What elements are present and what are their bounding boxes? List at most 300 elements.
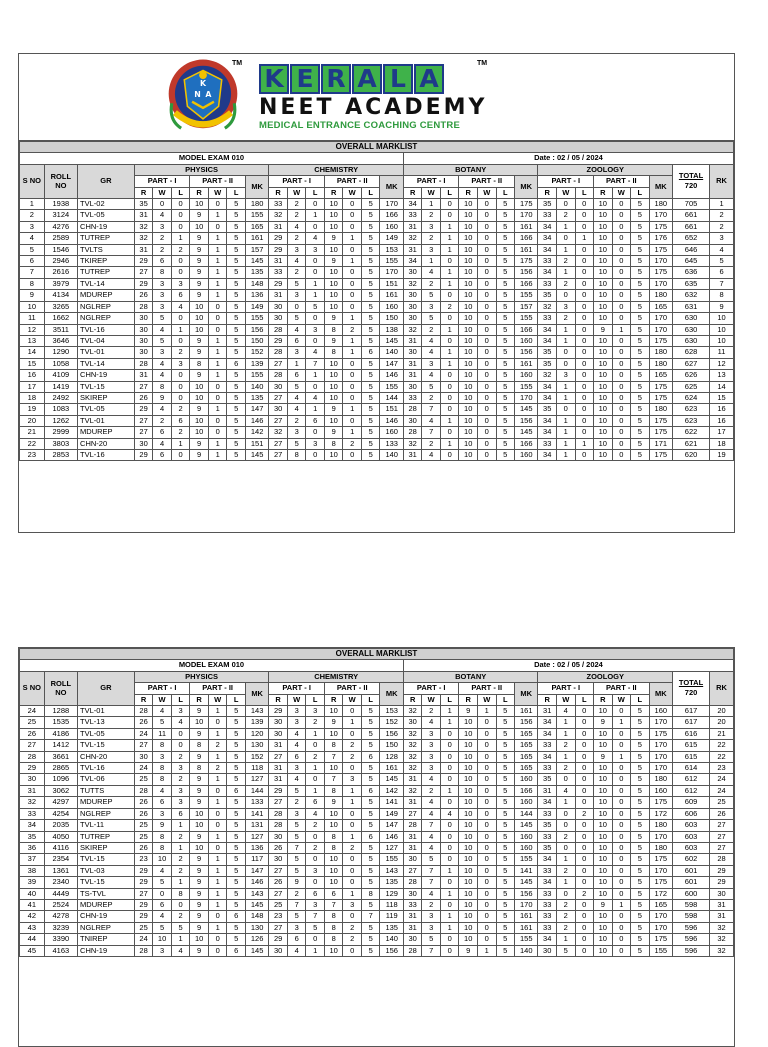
part-1-header: PART - I (134, 683, 190, 694)
table-cell: 135 (245, 267, 268, 278)
table-cell: 9 (190, 785, 209, 796)
table-cell: 2 (171, 244, 190, 255)
table-cell: 1 (575, 438, 594, 449)
table-cell: 3 (422, 740, 441, 751)
table-cell: 5 (361, 256, 380, 267)
table-cell: 5 (361, 210, 380, 221)
table-cell: 8 (153, 831, 172, 842)
table-cell: TVL-05 (78, 404, 135, 415)
table-cell: 32 (269, 427, 288, 438)
table-cell: 4 (556, 706, 575, 717)
table-cell: 1 (440, 324, 459, 335)
table-cell: 10 (324, 706, 343, 717)
table-cell: 165 (515, 763, 538, 774)
table-cell: 4 (153, 358, 172, 369)
table-cell: 5 (361, 728, 380, 739)
table-cell: 4163 (44, 945, 77, 956)
table-cell: 2 (556, 278, 575, 289)
table-cell: 5 (422, 934, 441, 945)
table-cell: 0 (575, 358, 594, 369)
table-cell: 9 (190, 233, 209, 244)
col-header-roll: ROLL NO (44, 164, 77, 198)
table-cell: 140 (515, 945, 538, 956)
table-cell: 8 (153, 740, 172, 751)
table-cell: 3 (556, 301, 575, 312)
table-cell: 146 (245, 415, 268, 426)
table-cell: 2 (287, 797, 306, 808)
table-cell: 150 (380, 313, 403, 324)
table-cell: 0 (612, 808, 631, 819)
table-cell: 0 (343, 221, 362, 232)
table-cell: 180 (649, 842, 672, 853)
table-cell: 0 (575, 797, 594, 808)
table-cell: 3 (343, 899, 362, 910)
table-cell: 24 (710, 774, 734, 785)
table-cell: 38 (20, 865, 45, 876)
table-row (20, 763, 734, 774)
table-cell: 6 (171, 808, 190, 819)
table-cell: 10 (324, 381, 343, 392)
table-cell: 10 (594, 278, 613, 289)
table-row (20, 865, 734, 876)
table-cell: 0 (575, 415, 594, 426)
table-cell: 0 (477, 267, 496, 278)
table-cell: TVL-14 (78, 278, 135, 289)
table-cell: 156 (515, 717, 538, 728)
table-cell: 10 (190, 842, 209, 853)
table-cell: 612 (673, 785, 710, 796)
table-cell: 3239 (44, 922, 77, 933)
table-cell: 0 (575, 267, 594, 278)
table-cell: 2 (422, 233, 441, 244)
table-cell: 0 (440, 842, 459, 853)
table-row (20, 221, 734, 232)
table-cell: TVL-14 (78, 358, 135, 369)
table-cell: 0 (171, 335, 190, 346)
table-cell: 30 (134, 313, 153, 324)
table-cell: 5 (496, 210, 515, 221)
table-cell: 10 (190, 427, 209, 438)
table-cell: 4 (306, 392, 325, 403)
table-cell: 175 (515, 256, 538, 267)
table-cell: TVL-16 (78, 324, 135, 335)
table-cell: 33 (403, 392, 422, 403)
academy-header (19, 54, 734, 141)
table-cell: 10 (459, 415, 478, 426)
table-cell: 150 (380, 740, 403, 751)
table-cell: 10 (594, 381, 613, 392)
table-cell: 7 (287, 899, 306, 910)
table-cell: 5 (496, 415, 515, 426)
table-cell: 10 (459, 774, 478, 785)
table-cell: 3 (153, 945, 172, 956)
table-cell: 170 (649, 256, 672, 267)
table-row (20, 808, 734, 819)
table-cell: 0 (556, 842, 575, 853)
table-cell: 0 (612, 381, 631, 392)
table-cell: 10 (594, 335, 613, 346)
table-cell: 0 (477, 199, 496, 210)
table-cell: 4 (287, 324, 306, 335)
table-cell: 0 (477, 751, 496, 762)
table-cell: 133 (245, 797, 268, 808)
table-cell: 3661 (44, 751, 77, 762)
rwl-header: R (403, 694, 422, 705)
table-cell: 0 (612, 221, 631, 232)
subject-header: ZOOLOGY (538, 671, 673, 682)
table-cell: 1361 (44, 865, 77, 876)
table-cell: 0 (171, 392, 190, 403)
exam-name: MODEL EXAM 010 (20, 660, 404, 671)
table-cell: 10 (594, 854, 613, 865)
rwl-header: R (324, 187, 343, 198)
table-cell: 170 (649, 922, 672, 933)
table-cell: 8 (153, 381, 172, 392)
table-cell: SKIREP (78, 842, 135, 853)
table-cell: 1 (208, 404, 227, 415)
table-cell: 3 (556, 370, 575, 381)
rwl-header: W (208, 187, 227, 198)
table-cell: 0 (171, 256, 190, 267)
table-cell: 1 (710, 199, 734, 210)
table-cell: 33 (538, 313, 557, 324)
table-cell: 1 (208, 706, 227, 717)
table-cell: 5 (361, 865, 380, 876)
table-cell: 28 (269, 324, 288, 335)
table-row (20, 717, 734, 728)
table-cell: 3 (287, 717, 306, 728)
table-cell: 0 (477, 911, 496, 922)
rwl-header: L (631, 187, 650, 198)
rwl-header: L (440, 187, 459, 198)
table-cell: 161 (380, 290, 403, 301)
table-cell: 8 (153, 267, 172, 278)
table-cell: 9 (190, 797, 209, 808)
table-cell: 10 (594, 888, 613, 899)
table-cell: 9 (153, 820, 172, 831)
table-cell: 0 (612, 427, 631, 438)
table-cell: 4 (153, 404, 172, 415)
table-cell: 156 (515, 347, 538, 358)
table-cell: 0 (306, 313, 325, 324)
table-cell: 27 (269, 797, 288, 808)
part-2-header: PART - II (594, 176, 650, 187)
table-cell: 34 (538, 797, 557, 808)
table-cell: NGLREP (78, 808, 135, 819)
table-cell: 5 (496, 820, 515, 831)
table-cell: 0 (477, 347, 496, 358)
table-cell: 24 (134, 728, 153, 739)
table-cell: 5 (227, 392, 246, 403)
table-cell: 10 (459, 358, 478, 369)
table-cell: 9 (153, 392, 172, 403)
table-cell: 0 (306, 774, 325, 785)
table-cell: 148 (245, 911, 268, 922)
table-cell: 10 (459, 865, 478, 876)
table-cell: 2 (306, 717, 325, 728)
table-cell: 138 (380, 324, 403, 335)
table-cell: 0 (440, 740, 459, 751)
table-row (20, 751, 734, 762)
table-cell: 9 (190, 278, 209, 289)
table-cell: 5 (496, 877, 515, 888)
table-cell: 2865 (44, 763, 77, 774)
table-cell: 10 (594, 911, 613, 922)
table-cell: 118 (380, 899, 403, 910)
table-cell: 23 (710, 763, 734, 774)
table-cell: 10 (710, 324, 734, 335)
table-cell: 1 (208, 831, 227, 842)
rwl-header: R (459, 187, 478, 198)
table-cell: 32 (403, 751, 422, 762)
table-cell: 630 (673, 335, 710, 346)
table-cell: 1 (306, 210, 325, 221)
table-cell: 9 (594, 324, 613, 335)
rwl-header: W (287, 187, 306, 198)
table-cell: 2 (153, 233, 172, 244)
table-cell: 0 (477, 922, 496, 933)
table-row (20, 427, 734, 438)
table-row (20, 244, 734, 255)
table-cell: 0 (343, 244, 362, 255)
table-cell: 33 (269, 267, 288, 278)
table-cell: 10 (594, 785, 613, 796)
table-cell: CHN-19 (78, 911, 135, 922)
table-cell: 2 (556, 831, 575, 842)
table-cell: 0 (575, 865, 594, 876)
table-row (20, 888, 734, 899)
table-cell: TVL-04 (78, 335, 135, 346)
table-cell: 30 (403, 347, 422, 358)
table-cell: 7 (422, 865, 441, 876)
rwl-header: R (459, 694, 478, 705)
table-cell: 6 (361, 347, 380, 358)
table-cell: 10 (594, 438, 613, 449)
table-cell: 1662 (44, 313, 77, 324)
table-cell: 1 (440, 911, 459, 922)
table-cell: 10 (459, 267, 478, 278)
table-cell: 0 (343, 808, 362, 819)
table-cell: 10 (324, 392, 343, 403)
table-cell: 11 (20, 313, 45, 324)
table-cell: 0 (477, 899, 496, 910)
table-cell: 144 (245, 785, 268, 796)
table-cell: 5 (631, 370, 650, 381)
table-cell: 147 (380, 358, 403, 369)
table-cell: 10 (459, 922, 478, 933)
table-cell: 0 (477, 797, 496, 808)
table-cell: 35 (538, 404, 557, 415)
table-cell: 32 (403, 763, 422, 774)
table-cell: 4 (153, 865, 172, 876)
table-cell: 646 (673, 244, 710, 255)
table-cell: 10 (459, 717, 478, 728)
table-cell: 5 (361, 290, 380, 301)
table-cell: 10 (459, 347, 478, 358)
table-cell: 30 (403, 267, 422, 278)
table-cell: 0 (440, 199, 459, 210)
table-row (20, 911, 734, 922)
table-cell: 0 (440, 763, 459, 774)
table-cell: 5 (496, 335, 515, 346)
table-cell: 0 (477, 438, 496, 449)
table-cell: 10 (459, 785, 478, 796)
table-cell: 9 (190, 888, 209, 899)
table-cell: 5 (631, 706, 650, 717)
table-cell: 0 (575, 842, 594, 853)
table-cell: 5 (361, 877, 380, 888)
table-cell: 35 (134, 199, 153, 210)
table-cell: 1 (556, 221, 575, 232)
table-cell: 2 (710, 221, 734, 232)
table-cell: 5 (422, 290, 441, 301)
table-cell: 2 (343, 934, 362, 945)
table-cell: 3 (422, 221, 441, 232)
table-cell: 4 (20, 233, 45, 244)
table-cell: 4 (422, 415, 441, 426)
table-cell: 34 (538, 415, 557, 426)
table-cell: 1 (343, 404, 362, 415)
table-cell: 27 (710, 820, 734, 831)
table-cell: 1 (208, 267, 227, 278)
table-cell: 147 (380, 820, 403, 831)
table-cell: 3803 (44, 438, 77, 449)
table-cell: 0 (343, 370, 362, 381)
table-cell: 33 (20, 808, 45, 819)
rwl-header: L (496, 694, 515, 705)
table-cell: 26 (134, 717, 153, 728)
table-cell: 5 (631, 877, 650, 888)
table-cell: 6 (153, 797, 172, 808)
table-cell: 614 (673, 763, 710, 774)
table-cell: 3 (171, 763, 190, 774)
table-cell: 0 (477, 313, 496, 324)
table-row (20, 313, 734, 324)
table-cell: 10 (594, 244, 613, 255)
table-cell: 1 (556, 854, 575, 865)
table-cell: 5 (227, 244, 246, 255)
table-cell: 33 (538, 888, 557, 899)
table-cell: 0 (477, 865, 496, 876)
table-cell: 4 (153, 324, 172, 335)
table-cell: 0 (306, 449, 325, 460)
table-cell: 10 (594, 427, 613, 438)
table-cell: 10 (594, 370, 613, 381)
table-cell: 1290 (44, 347, 77, 358)
table-cell: 34 (538, 717, 557, 728)
table-cell: 30 (269, 854, 288, 865)
table-cell: 1 (208, 854, 227, 865)
table-cell: 5 (227, 404, 246, 415)
table-cell: 5 (422, 313, 441, 324)
table-cell: 6 (361, 785, 380, 796)
table-cell: 5 (20, 244, 45, 255)
table-cell: 161 (380, 763, 403, 774)
table-cell: 144 (380, 392, 403, 403)
table-cell: 156 (245, 324, 268, 335)
table-cell: 6 (171, 415, 190, 426)
table-cell: 175 (649, 244, 672, 255)
table-cell: 4 (306, 233, 325, 244)
table-cell: 5 (227, 370, 246, 381)
table-cell: 40 (20, 888, 45, 899)
col-header-total (673, 671, 710, 705)
table-cell: 0 (171, 449, 190, 460)
table-cell: 156 (380, 945, 403, 956)
table-cell: 0 (477, 278, 496, 289)
table-cell: 5 (496, 449, 515, 460)
table-cell: 631 (673, 301, 710, 312)
table-cell: 160 (515, 370, 538, 381)
table-cell: 119 (380, 911, 403, 922)
table-cell: 1 (171, 877, 190, 888)
table-cell: 23 (20, 449, 45, 460)
table-cell: 165 (515, 740, 538, 751)
table-cell: 0 (612, 267, 631, 278)
table-cell: 0 (208, 313, 227, 324)
table-cell: 10 (594, 210, 613, 221)
table-cell: 3 (287, 427, 306, 438)
table-cell: 2 (306, 820, 325, 831)
table-cell: 5 (631, 210, 650, 221)
table-cell: 0 (612, 392, 631, 403)
table-cell: 3 (153, 751, 172, 762)
table-cell: 33 (538, 740, 557, 751)
table-cell: 118 (245, 763, 268, 774)
table-cell: 2999 (44, 427, 77, 438)
table-cell: 15 (20, 358, 45, 369)
table-cell: 0 (171, 728, 190, 739)
table-cell: 0 (477, 358, 496, 369)
table-cell: 8 (20, 278, 45, 289)
table-cell: 171 (649, 438, 672, 449)
table-cell: 32 (403, 324, 422, 335)
table-cell: 4 (287, 404, 306, 415)
table-cell: 5 (361, 358, 380, 369)
table-cell: 0 (612, 199, 631, 210)
table-cell: 5 (287, 313, 306, 324)
table-cell: 10 (324, 820, 343, 831)
table-row (20, 381, 734, 392)
table-cell: 0 (171, 313, 190, 324)
table-cell: 6 (227, 945, 246, 956)
table-cell: 30 (269, 404, 288, 415)
table-cell: 20 (710, 706, 734, 717)
table-cell: 32 (403, 233, 422, 244)
table-cell: 0 (575, 820, 594, 831)
table-cell: 6 (20, 256, 45, 267)
table-cell: 0 (306, 831, 325, 842)
table-cell: 5 (631, 842, 650, 853)
table-cell: 20 (710, 717, 734, 728)
table-cell: 4 (153, 370, 172, 381)
table-cell: 156 (515, 415, 538, 426)
rwl-header: W (343, 694, 362, 705)
table-cell: 1 (343, 797, 362, 808)
table-cell: 5 (361, 244, 380, 255)
table-cell: 9 (459, 945, 478, 956)
table-cell: TVL-16 (78, 763, 135, 774)
table-cell: 170 (649, 740, 672, 751)
table-cell: 1 (343, 888, 362, 899)
table-cell: 166 (515, 324, 538, 335)
table-cell: 1 (440, 438, 459, 449)
table-cell: 2 (556, 922, 575, 933)
table-cell: 4109 (44, 370, 77, 381)
table-cell: 3 (153, 290, 172, 301)
table-cell: 6 (287, 370, 306, 381)
table-cell: 34 (538, 449, 557, 460)
